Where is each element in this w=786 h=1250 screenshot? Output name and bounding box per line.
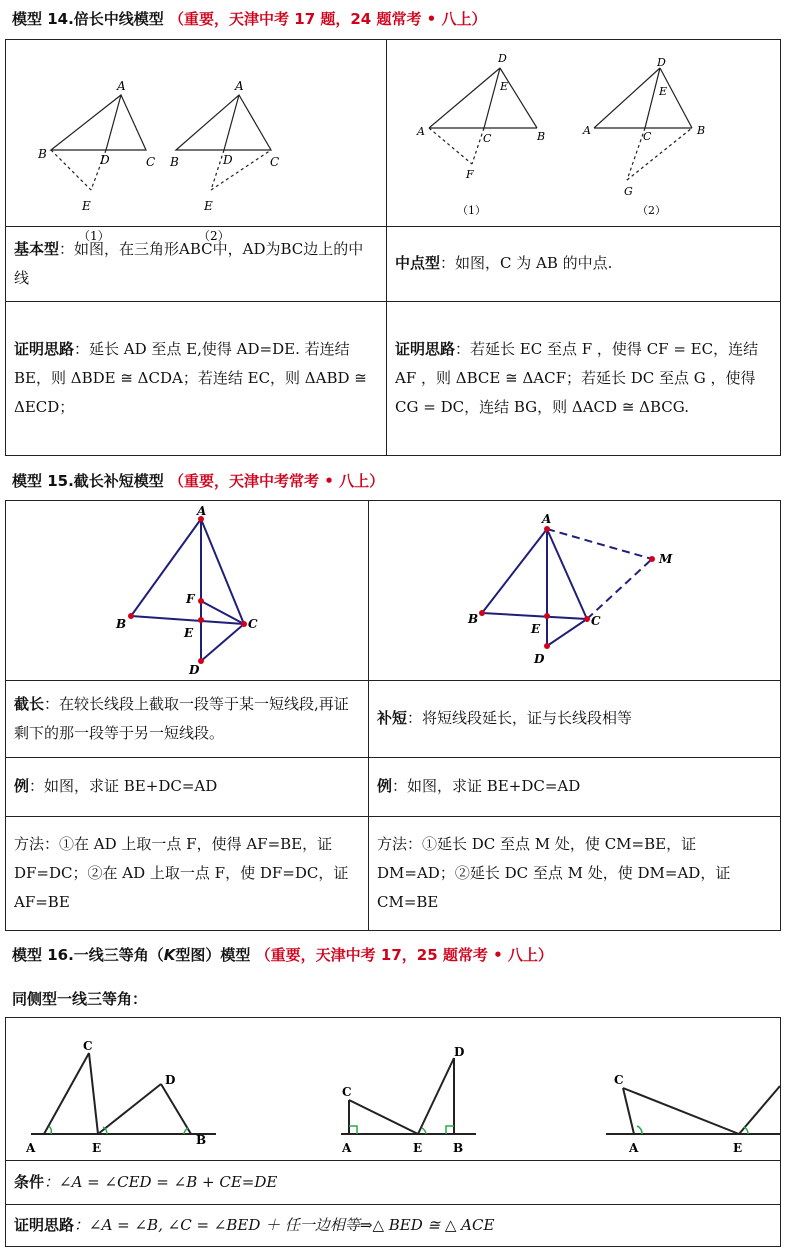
model-16-title: 模型 16.一线三等角（	[12, 946, 164, 964]
model-16-title-k: K	[163, 946, 176, 964]
label-d: D	[454, 1045, 465, 1059]
proof-right-text: ：若延长 EC 至点 F ，使得 CF = EC，连结 AF ，则 ΔBCE ≅ ΔACF；若延长 DC 至点 G ，使得 CG = DC，连结 BG，则 ΔACD ≅ ΔBCG.	[395, 339, 759, 417]
m15-add-cell	[369, 681, 781, 758]
m16-k-figures	[6, 1018, 780, 1160]
example-label: 例	[14, 777, 30, 796]
model-14-heading	[12, 8, 486, 29]
m15-method-left-cell	[6, 817, 369, 931]
m14-proof-left-cell	[6, 302, 387, 456]
label-e: E	[659, 85, 668, 98]
model-16-note: （重要，天津中考 17，25 题常考 • 八上）	[255, 946, 553, 964]
label-b: B	[453, 1141, 464, 1155]
label-e: E	[531, 622, 541, 636]
proof-label: 证明思路	[14, 1215, 75, 1234]
m14-midpoint-figures	[387, 40, 780, 226]
label-c: C	[643, 130, 652, 143]
label-m: M	[659, 552, 673, 566]
proof-left-text: ：延长 AD 至点 E,使得 AD=DE. 若连结 BE，则 ΔBDE ≅ ΔCDA；若连结 EC，则 ΔABD ≅ ΔECD；	[14, 339, 367, 417]
label-a: A	[583, 124, 591, 137]
m15-method-right-cell	[369, 817, 781, 931]
label-b: B	[697, 124, 706, 137]
cut-label: 截长	[14, 694, 45, 713]
label-e: E	[733, 1141, 743, 1155]
proof-label: 证明思路	[395, 339, 456, 358]
midpoint-type-label: 中点型	[395, 254, 441, 273]
label-b: B	[196, 1133, 207, 1147]
label-c: C	[270, 155, 280, 169]
caption-1: （1）	[78, 229, 110, 243]
label-f: F	[186, 592, 195, 606]
label-e: E	[413, 1141, 423, 1155]
label-c: C	[614, 1073, 624, 1087]
m14-figure-right-cell	[387, 40, 781, 227]
condition-text: ：∠A = ∠CED = ∠B + CE=DE	[44, 1172, 278, 1191]
m14-basic-cell	[6, 227, 387, 302]
label-a: A	[235, 79, 244, 93]
m15-extend-figure	[369, 501, 780, 680]
method-right-text: 方法：①延长 DC 至点 M 处，使 CM=BE，证 DM=AD；②延长 DC 至点 M 处，使 DM=AD，证 CM=BE	[377, 834, 731, 912]
model-15-note: （重要，天津中考常考 • 八上）	[169, 472, 385, 490]
label-b: B	[116, 617, 127, 631]
label-a: A	[197, 504, 207, 518]
label-d: D	[223, 153, 233, 167]
basic-type-text: ：如图，在三角形ABC中，AD为BC边上的中线	[14, 239, 364, 287]
label-b: B	[38, 147, 47, 161]
caption-2: （2）	[198, 229, 230, 243]
model-14-note: （重要，天津中考 17 题，24 题常考 • 八上）	[169, 10, 487, 28]
example-label: 例	[377, 777, 393, 796]
model-14-table	[5, 39, 781, 456]
proof-text: ：∠A = ∠B, ∠C = ∠BED ＋ 任一边相等⇒△ BED ≅ △ ACE	[74, 1215, 495, 1234]
label-a: A	[342, 1141, 352, 1155]
label-d: D	[657, 56, 666, 69]
label-e: E	[500, 80, 509, 93]
cut-text: ：在较长线段上截取一段等于某一短线段,再证剩下的那一段等于另一短线段。	[14, 694, 349, 742]
label-b: B	[537, 130, 546, 143]
m14-proof-right-cell	[387, 302, 781, 456]
label-d: D	[100, 153, 110, 167]
add-text: ：将短线段延长，证与长线段相等	[407, 709, 633, 728]
m16-figure-cell	[6, 1018, 781, 1161]
label-a: A	[117, 79, 126, 93]
label-d: D	[189, 663, 200, 677]
label-c: C	[83, 1039, 93, 1053]
label-e: E	[184, 626, 194, 640]
model-16-subheading: 同侧型一线三等角：	[12, 990, 148, 1008]
label-g: G	[624, 185, 633, 198]
label-e: E	[204, 199, 213, 213]
add-label: 补短	[377, 709, 408, 728]
label-d: D	[534, 652, 545, 666]
m15-cut-figure	[6, 501, 368, 680]
label-c: C	[248, 617, 258, 631]
example-text: ：如图，求证 BE+DC=AD	[29, 777, 218, 796]
m14-figure-left-cell	[6, 40, 387, 243]
model-15-heading	[12, 470, 384, 491]
m16-proof-cell	[6, 1205, 781, 1247]
label-d: D	[498, 52, 507, 65]
label-e: E	[92, 1141, 102, 1155]
m14-midpoint-cell	[387, 227, 781, 302]
proof-label: 证明思路	[14, 339, 75, 358]
label-a: A	[26, 1141, 36, 1155]
model-15-table	[5, 500, 781, 931]
label-f: F	[466, 168, 474, 181]
label-e: E	[82, 199, 91, 213]
m15-figure-right-cell	[369, 501, 781, 681]
m15-example-right-cell	[369, 758, 781, 817]
model-14-title: 模型 14.倍长中线模型	[12, 10, 164, 28]
label-d: D	[165, 1073, 176, 1087]
model-16-table	[5, 1017, 781, 1247]
midpoint-type-text: ：如图，C 为 AB 的中点.	[440, 254, 613, 273]
label-c: C	[591, 614, 601, 628]
label-b: B	[468, 612, 479, 626]
label-a: A	[542, 512, 552, 526]
label-a: A	[629, 1141, 639, 1155]
caption-2: （2）	[637, 204, 666, 217]
caption-1: （1）	[457, 204, 486, 217]
model-16-heading	[12, 944, 553, 965]
m14-midline-figures	[6, 40, 386, 243]
label-b: B	[170, 155, 179, 169]
m15-example-left-cell	[6, 758, 369, 817]
m15-cut-cell	[6, 681, 369, 758]
method-left-text: 方法：①在 AD 上取一点 F，使得 AF=BE，证 DF=DC；②在 AD 上取一点 F，使 DF=DC，证 AF=BE	[14, 834, 349, 912]
model-16-title-end: 型图）模型	[175, 946, 251, 964]
label-c: C	[146, 155, 156, 169]
condition-label: 条件	[14, 1172, 45, 1191]
example-text: ：如图，求证 BE+DC=AD	[392, 777, 581, 796]
model-15-title: 模型 15.截长补短模型	[12, 472, 164, 490]
m15-figure-left-cell	[6, 501, 369, 681]
label-c: C	[342, 1085, 352, 1099]
basic-type-label: 基本型	[14, 239, 60, 258]
label-c: C	[483, 132, 492, 145]
m16-condition-cell	[6, 1161, 781, 1205]
label-a: A	[417, 125, 425, 138]
